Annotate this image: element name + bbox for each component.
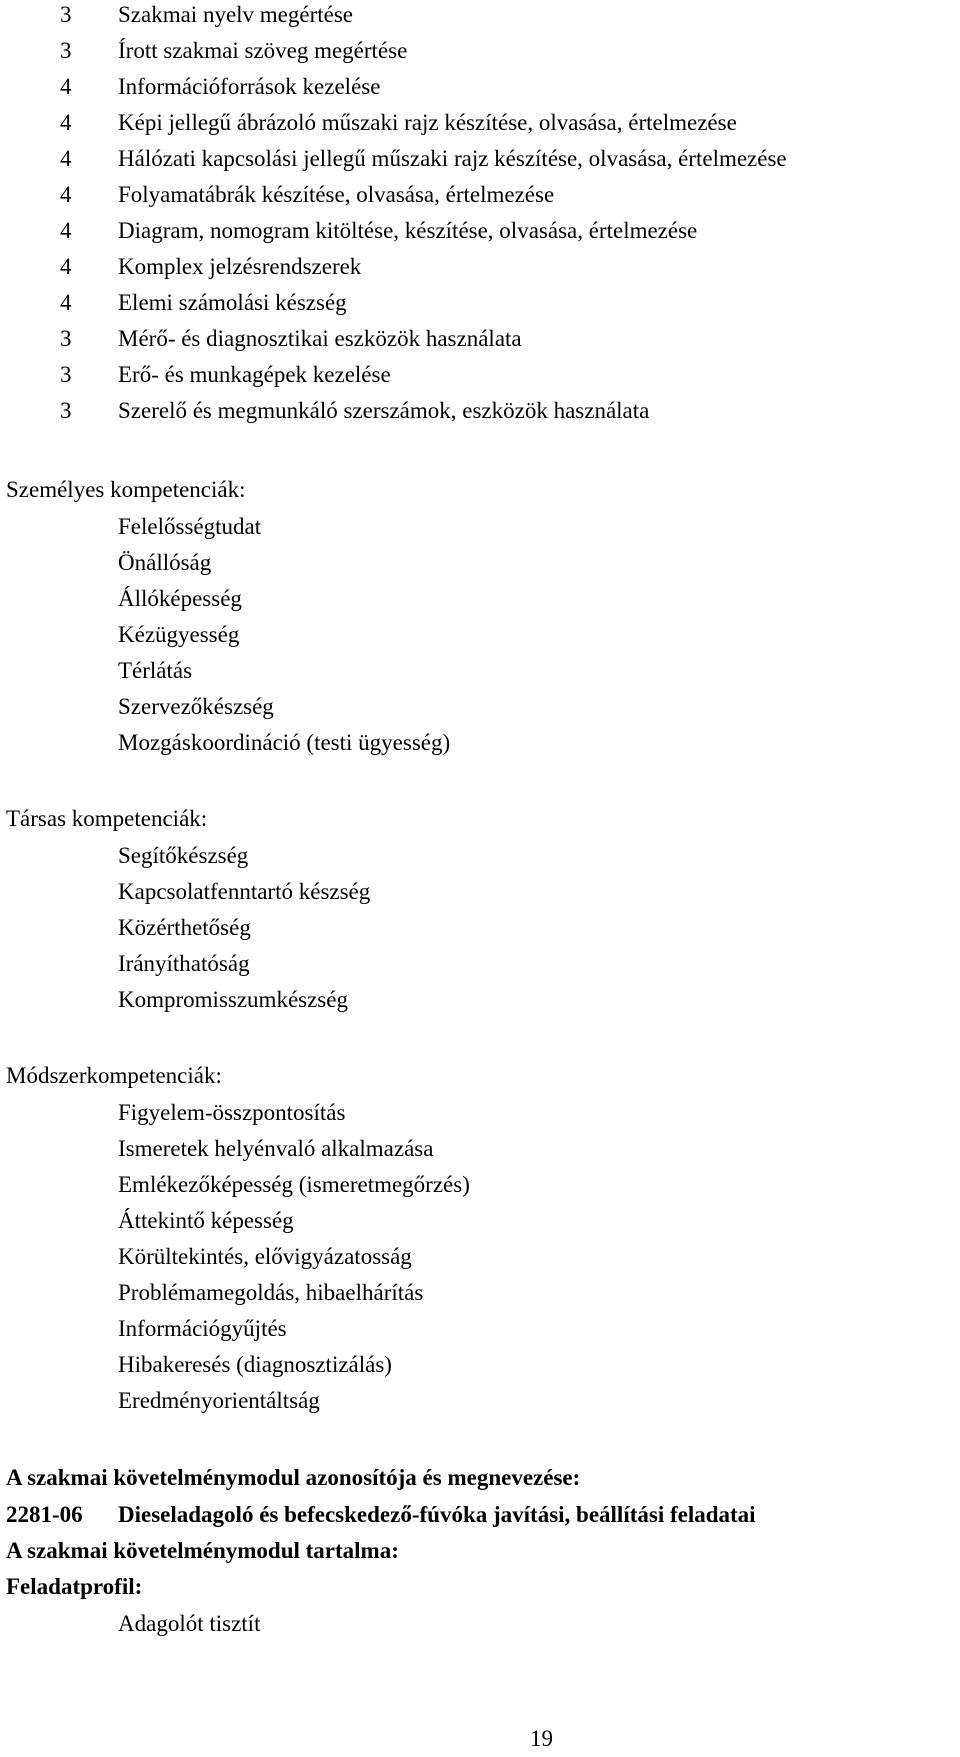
module-code: 2281-06 <box>6 1502 83 1527</box>
skill-text: Elemi számolási készség <box>118 290 347 315</box>
competency-item: Kapcsolatfenntartó készség <box>118 879 371 904</box>
skill-text: Folyamatábrák készítése, olvasása, értelmezése <box>118 182 555 207</box>
skill-level: 3 <box>60 38 72 63</box>
competency-item: Térlátás <box>118 658 193 683</box>
module-title: Dieseladagoló és befecskedező-fúvóka javítási, beállítási feladatai <box>118 1502 756 1527</box>
method-competencies-heading: Módszerkompetenciák: <box>6 1063 222 1088</box>
competency-item: Információgyűjtés <box>118 1316 287 1341</box>
competency-item: Figyelem-összpontosítás <box>118 1100 346 1125</box>
skill-level: 4 <box>60 182 72 207</box>
competency-item: Kézügyesség <box>118 622 240 647</box>
page-number: 19 <box>530 1726 553 1751</box>
skill-text: Írott szakmai szöveg megértése <box>118 38 408 63</box>
skill-text: Hálózati kapcsolási jellegű műszaki rajz készítése, olvasása, értelmezése <box>118 146 787 171</box>
skill-text: Szerelő és megmunkáló szerszámok, eszközök használata <box>118 398 650 423</box>
task-profile-heading: Feladatprofil: <box>6 1574 143 1599</box>
competency-item: Kompromisszumkészség <box>118 987 348 1012</box>
competency-item: Segítőkészség <box>118 843 249 868</box>
skill-level: 3 <box>60 398 72 423</box>
skill-level: 3 <box>60 362 72 387</box>
skill-text: Szakmai nyelv megértése <box>118 2 354 27</box>
competency-item: Önállóság <box>118 550 212 575</box>
competency-item: Áttekintő képesség <box>118 1208 294 1233</box>
skill-text: Képi jellegű ábrázoló műszaki rajz készítése, olvasása, értelmezése <box>118 110 737 135</box>
skill-text: Erő- és munkagépek kezelése <box>118 362 391 387</box>
module-id-heading: A szakmai követelménymodul azonosítója és megnevezése: <box>6 1465 581 1490</box>
skill-level: 4 <box>60 290 72 315</box>
competency-item: Ismeretek helyénvaló alkalmazása <box>118 1136 434 1161</box>
competency-item: Körültekintés, elővigyázatosság <box>118 1244 412 1269</box>
task-profile-item: Adagolót tisztít <box>118 1611 261 1636</box>
competency-item: Emlékezőképesség (ismeretmegőrzés) <box>118 1172 470 1197</box>
skill-level: 4 <box>60 218 72 243</box>
competency-item: Állóképesség <box>118 586 242 611</box>
competency-item: Szervezőkészség <box>118 694 274 719</box>
skill-text: Információforrások kezelése <box>118 74 381 99</box>
competency-item: Eredményorientáltság <box>118 1388 320 1413</box>
skill-text: Mérő- és diagnosztikai eszközök használata <box>118 326 522 351</box>
competency-item: Irányíthatóság <box>118 951 250 976</box>
skill-level: 4 <box>60 110 72 135</box>
skill-text: Komplex jelzésrendszerek <box>118 254 362 279</box>
skill-level: 4 <box>60 254 72 279</box>
module-content-heading: A szakmai követelménymodul tartalma: <box>6 1538 399 1563</box>
skill-level: 4 <box>60 146 72 171</box>
social-competencies-heading: Társas kompetenciák: <box>6 806 208 831</box>
personal-competencies-heading: Személyes kompetenciák: <box>6 477 246 502</box>
skill-level: 3 <box>60 2 72 27</box>
competency-item: Hibakeresés (diagnosztizálás) <box>118 1352 392 1377</box>
competency-item: Felelősségtudat <box>118 514 262 539</box>
skill-text: Diagram, nomogram kitöltése, készítése, olvasása, értelmezése <box>118 218 698 243</box>
competency-item: Közérthetőség <box>118 915 251 940</box>
skill-level: 3 <box>60 326 72 351</box>
skill-level: 4 <box>60 74 72 99</box>
competency-item: Problémamegoldás, hibaelhárítás <box>118 1280 424 1305</box>
competency-item: Mozgáskoordináció (testi ügyesség) <box>118 730 451 755</box>
